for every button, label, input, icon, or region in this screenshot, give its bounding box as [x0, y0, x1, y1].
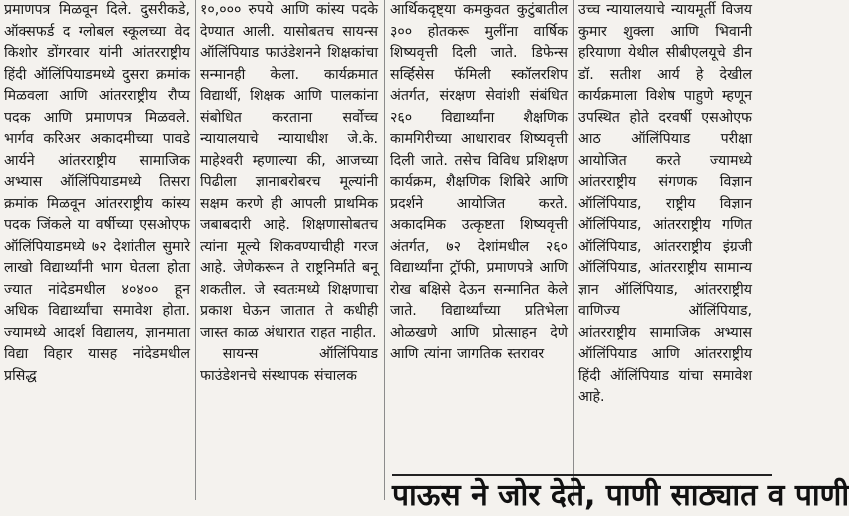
article-column-3	[390, 0, 568, 366]
column-text: सायन्स ऑलिंपियाड फाउंडेशनचे संस्थापक संचालक	[200, 346, 378, 384]
column-text: आर्थिकदृष्ट्या कमकुवत कुटुंबातील ३०० होतकरू मुलींना वार्षिक शिष्यवृत्ती दिली जाते. डिफेन्स सर्व्हिसेस फॅमिली स्कॉलरशिप अंतर्गत, संरक्षण सेवांशी संबंधित २६० विद्यार्थ्यांना शैक्षणिक कामगिरीच्या आधारावर शिष्यवृत्ती दिली जाते. तसेच विविध प्रशिक्षण कार्यक्रम, शैक्षणिक शिबिरे आणि प्रदर्शने आयोजित करते. अकादमिक उत्कृष्टता शिष्यवृत्ती अंतर्गत, ७२ देशांमधील २६० विद्यार्थ्यांना ट्रॉफी, प्रमाणपत्रे आणि रोख बक्षिसे देऊन सन्मानित केले जाते. विद्यार्थ्यांच्या प्रतिभेला ओळखणे आणि प्रोत्साहन देणे आणि त्यांना जागतिक स्तरावर	[390, 2, 568, 362]
column-text: १०,००० रुपये आणि कांस्य पदके देण्यात आली. यासोबतच सायन्स ऑलिंपियाड फाउंडेशनने शिक्षकांचा सन्मानही केला. कार्यक्रमात विद्यार्थी, शिक्षक आणि पालकांना संबोधित करताना सर्वोच्च न्यायालयाचे न्यायाधीश जे.के. माहेश्वरी म्हणाल्या की, आजच्या पिढीला ज्ञानाबरोबरच मूल्यांनी सक्षम करणे ही आपली प्राथमिक जबाबदारी आहे. शिक्षणासोबतच त्यांना मूल्ये शिकवण्याचीही गरज आहे. जेणेकरून ते राष्ट्रनिर्माते बनू शकतील. जे स्वतःमध्ये शिक्षणाचा प्रकाश घेऊन जातात ते कधीही जास्त काळ अंधारात राहत नाहीत.	[200, 2, 378, 341]
article-column-4	[578, 0, 752, 409]
article-column-1	[4, 0, 190, 387]
article-column-2	[200, 0, 378, 387]
column-divider	[195, 0, 196, 500]
column-divider	[384, 0, 385, 500]
column-text: प्रमाणपत्र मिळवून दिले. दुसरीकडे, ऑक्सफर्ड द ग्लोबल स्कूलच्या वेद किशोर डोंगरवार यांनी आंतरराष्ट्रीय हिंदी ऑलिंपियाडमध्ये दुसरा क्रमांक मिळवला आणि आंतरराष्ट्रीय रौप्य पदक आणि प्रमाणपत्र मिळवले. भार्गव करिअर अकादमीच्या पावडे आर्यने आंतरराष्ट्रीय सामाजिक अभ्यास ऑलिंपियाडमध्ये तिसरा क्रमांक मिळवून आंतरराष्ट्रीय कांस्य पदक जिंकले या वर्षीच्या एसओएफ ऑलिंपियाडमध्ये ७२ देशांतील सुमारे लाखो विद्यार्थ्यांनी भाग घेतला होता ज्यात नांदेडमधील ४०४०० हून अधिक विद्यार्थ्यांचा समावेश होता. ज्यामध्ये आदर्श विद्यालय, ज्ञानमाता विद्या विहार यासह नांदेडमधील प्रसिद्ध	[4, 2, 190, 384]
column-divider	[573, 0, 574, 500]
next-article-headline: पाऊस ने जोर देते, पाणी साठ्यात व पाणी	[392, 474, 772, 516]
column-text: उच्च न्यायालयाचे न्यायमूर्ती विजय कुमार शुक्ला आणि भिवानी हरियाणा येथील सीबीएलयूचे डीन डॉ. सतीश आर्य हे देखील कार्यक्रमाला विशेष पाहुणे म्हणून उपस्थित होते दरवर्षी एसओएफ आठ ऑलिंपियाड परीक्षा आयोजित करते ज्यामध्ये आंतरराष्ट्रीय संगणक विज्ञान ऑलिंपियाड, राष्ट्रीय विज्ञान ऑलिंपियाड, आंतरराष्ट्रीय गणित ऑलिंपियाड, आंतरराष्ट्रीय इंग्रजी ऑलिंपियाड, आंतरराष्ट्रीय सामान्य ज्ञान ऑलिंपियाड, आंतरराष्ट्रीय वाणिज्य ऑलिंपियाड, आंतरराष्ट्रीय सामाजिक अभ्यास ऑलिंपियाड आणि आंतरराष्ट्रीय हिंदी ऑलिंपियाड यांचा समावेश आहे.	[578, 2, 752, 405]
